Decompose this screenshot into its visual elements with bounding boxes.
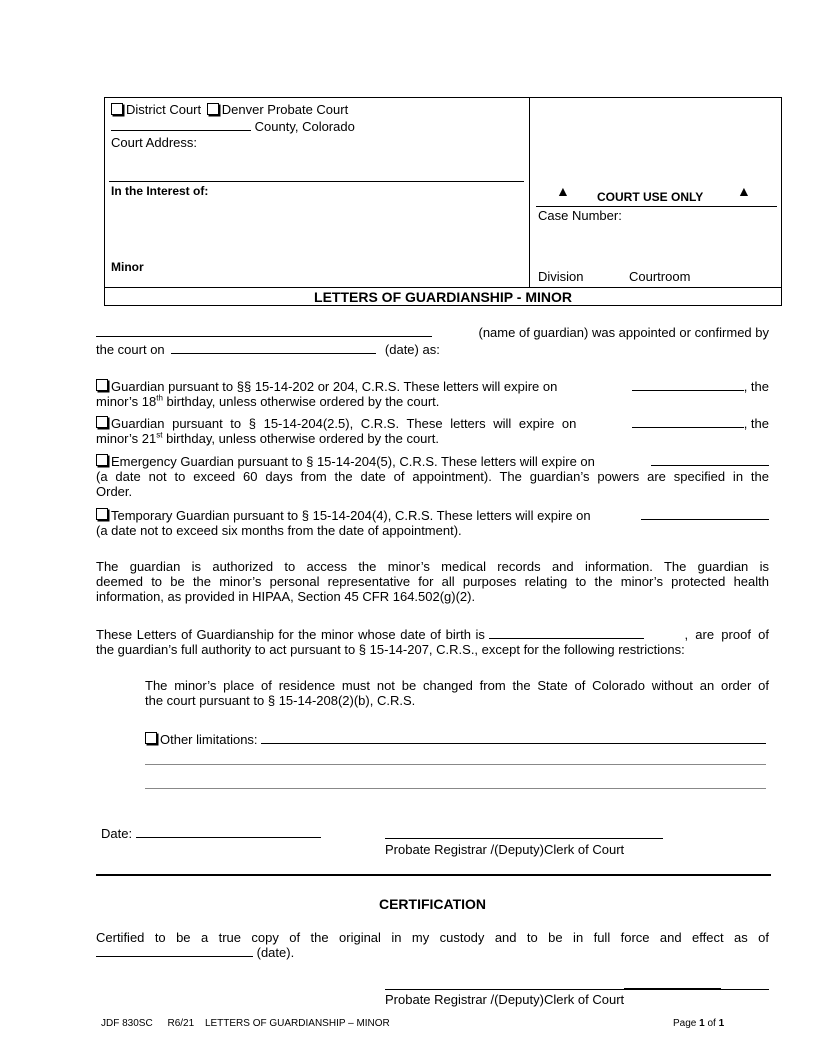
option-2-expire-field[interactable] [632,416,744,428]
option-2-line2: minor’s 21st birthday, unless otherwise ordered by the court. [96,430,439,446]
certification-date-label: (date). [256,945,295,960]
other-limitations-line-3[interactable] [145,788,766,789]
title-divider [104,287,782,288]
minor-label: Minor [111,260,144,274]
proof-suffix: , are proof of [684,627,769,642]
courtroom-label: Courtroom [629,269,691,284]
other-limitations-field[interactable] [261,732,766,744]
option-1-checkbox[interactable] [96,379,108,391]
case-number-divider [536,206,777,207]
date-label: Date: [101,826,133,841]
option-1 [96,379,769,409]
other-limitations-label: Other limitations: [160,732,258,747]
other-limitations-checkbox[interactable] [145,732,157,744]
certification-paragraph: Certified to be a true copy of the original in my custody and to be in full force and effect as of (date). [96,930,769,960]
option-2-the: , the [743,416,769,431]
court-selection [111,102,348,117]
district-court-label: District Court [126,102,202,117]
option-2-checkbox[interactable] [96,416,108,428]
minor-dob-field[interactable] [489,627,644,639]
option-1-line2: minor’s 18th birthday, unless otherwise ordered by the court. [96,393,440,409]
county-row [111,119,355,134]
option-4 [96,508,769,538]
court-use-only-label: COURT USE ONLY [597,190,704,204]
option-4-text: Temporary Guardian pursuant to § 15-14-204(4), C.R.S. These letters will expire on [111,508,591,523]
option-4-expire-field[interactable] [641,508,769,520]
option-1-text: Guardian pursuant to §§ 15-14-202 or 204, C.R.S. These letters will expire on [111,379,558,394]
option-2-text: Guardian pursuant to § 15-14-204(2.5), C.R.S. These letters will expire on [111,416,577,431]
intro-date-as-label: (date) as: [384,342,440,357]
option-3-checkbox[interactable] [96,454,108,466]
intro-line1-text: (name of guardian) was appointed or confirmed by [478,325,769,340]
case-number-field[interactable] [538,226,776,256]
certification-heading: CERTIFICATION [378,896,487,912]
county-label: County, Colorado [254,119,355,134]
residence-restriction: The minor’s place of residence must not be changed from the State of Colorado without an order of the court pursuant to § 15-14-208(2)(b), C.R.S. [145,678,769,708]
other-limitations-line-2[interactable] [145,764,766,765]
option-3-line3: Order. [96,484,133,499]
option-4-checkbox[interactable] [96,508,108,520]
division-label: Division [538,269,584,284]
option-3 [96,454,769,499]
registrar-signature-line[interactable] [385,838,663,839]
court-address-label: Court Address: [111,135,197,150]
certification-signature-line-bold [624,988,721,990]
document-title: LETTERS OF GUARDIANSHIP - MINOR [314,289,572,305]
triangle-left-icon: ▲ [556,183,570,199]
guardian-name-field[interactable] [96,325,432,337]
hipaa-paragraph: The guardian is authorized to access the minor’s medical records and information. The guardian is deemed to be the minor’s personal representative for all purposes relating to the minor’s protected health information, as provided in HIPAA, Section 45 CFR 164.502(g)(2). [96,559,769,604]
certification-registrar-label: Probate Registrar /(Deputy)Clerk of Court [385,992,625,1007]
option-1-expire-field[interactable] [632,379,744,391]
case-number-label: Case Number: [538,208,622,223]
triangle-right-icon: ▲ [737,183,751,199]
form-id: JDF 830SC [101,1018,153,1029]
denver-probate-court-checkbox[interactable] [207,103,219,115]
caption-divider [529,97,530,287]
intro-line-1 [96,325,769,340]
in-the-interest-of-label: In the Interest of: [111,184,209,198]
court-address-field[interactable] [109,181,524,182]
option-3-line2: (a date not to exceed 60 days from the date of appointment). The guardian’s powers are specified in the [96,469,769,484]
footer-form-title: LETTERS OF GUARDIANSHIP – MINOR [204,1018,390,1029]
page-number: Page 1 of 1 [673,1018,725,1029]
signature-date-field[interactable] [136,826,321,838]
county-field[interactable] [111,119,251,131]
denver-probate-court-label: Denver Probate Court [221,102,349,117]
district-court-checkbox[interactable] [111,103,123,115]
footer-left [101,1018,390,1029]
option-3-expire-field[interactable] [651,454,769,466]
date-row [101,826,321,841]
proof-dob-text: These Letters of Guardianship for the minor whose date of birth is [96,627,485,642]
form-revision: R6/21 [167,1018,195,1029]
section-divider [96,874,771,876]
registrar-label: Probate Registrar /(Deputy)Clerk of Court [385,842,625,857]
appointment-date-field[interactable] [171,342,376,354]
certification-date-field[interactable] [96,945,253,957]
option-3-text: Emergency Guardian pursuant to § 15-14-204(5), C.R.S. These letters will expire on [111,454,595,469]
option-2 [96,416,769,446]
option-4-line2: (a date not to exceed six months from the date of appointment). [96,523,462,538]
intro-line-2 [96,342,440,357]
intro-court-on-label: the court on [96,342,165,357]
option-1-the: , the [743,379,769,394]
proof-paragraph [96,627,769,657]
other-limitations-row [145,732,766,747]
proof-line2: the guardian’s full authority to act pursuant to § 15-14-207, C.R.S., except for the following restrictions: [96,642,685,657]
